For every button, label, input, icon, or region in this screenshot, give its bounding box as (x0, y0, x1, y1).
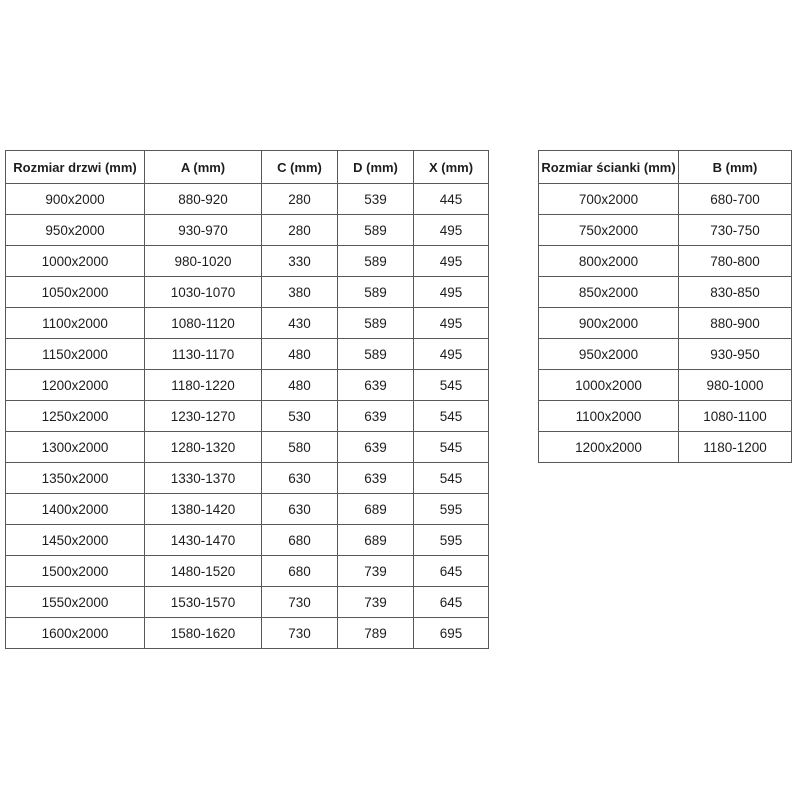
table-cell: 545 (414, 432, 489, 463)
column-header: X (mm) (414, 151, 489, 184)
table-cell: 495 (414, 246, 489, 277)
table-cell: 1430-1470 (145, 525, 262, 556)
table-cell: 739 (338, 556, 414, 587)
table-row (6, 370, 489, 401)
table-cell: 930-970 (145, 215, 262, 246)
table-cell: 1280-1320 (145, 432, 262, 463)
table-cell: 480 (262, 339, 338, 370)
table-cell: 980-1020 (145, 246, 262, 277)
table-row (539, 246, 792, 277)
table-cell: 1130-1170 (145, 339, 262, 370)
table-cell: 480 (262, 370, 338, 401)
table-cell: 1000x2000 (539, 370, 679, 401)
table-cell: 1050x2000 (6, 277, 145, 308)
table-row (6, 339, 489, 370)
table-cell: 880-920 (145, 184, 262, 215)
table-cell: 850x2000 (539, 277, 679, 308)
table-cell: 539 (338, 184, 414, 215)
table-row (6, 401, 489, 432)
table-cell: 595 (414, 494, 489, 525)
table-row (6, 432, 489, 463)
table-cell: 495 (414, 339, 489, 370)
table-cell: 680 (262, 525, 338, 556)
table-cell: 900x2000 (539, 308, 679, 339)
table-cell: 695 (414, 618, 489, 649)
table-cell: 1400x2000 (6, 494, 145, 525)
table-cell: 280 (262, 215, 338, 246)
table-cell: 1150x2000 (6, 339, 145, 370)
table-cell: 1530-1570 (145, 587, 262, 618)
table-cell: 495 (414, 215, 489, 246)
door-size-table (5, 150, 489, 649)
table-cell: 730 (262, 618, 338, 649)
table-cell: 639 (338, 463, 414, 494)
table-row (6, 587, 489, 618)
table-cell: 1580-1620 (145, 618, 262, 649)
table-cell: 1100x2000 (539, 401, 679, 432)
table-cell: 495 (414, 277, 489, 308)
table-cell: 1230-1270 (145, 401, 262, 432)
table-cell: 545 (414, 401, 489, 432)
table-cell: 730 (262, 587, 338, 618)
table-cell: 589 (338, 277, 414, 308)
table-cell: 780-800 (679, 246, 792, 277)
table-row (6, 308, 489, 339)
table-cell: 680 (262, 556, 338, 587)
table-cell: 445 (414, 184, 489, 215)
table-row (539, 184, 792, 215)
table-cell: 630 (262, 463, 338, 494)
table-cell: 1200x2000 (6, 370, 145, 401)
table-cell: 830-850 (679, 277, 792, 308)
table-cell: 1300x2000 (6, 432, 145, 463)
table-cell: 1600x2000 (6, 618, 145, 649)
table-row (6, 463, 489, 494)
wall-panel-size-table (538, 150, 792, 463)
table-row (539, 308, 792, 339)
table-cell: 589 (338, 308, 414, 339)
column-header: Rozmiar ścianki (mm) (539, 151, 679, 184)
table-row (6, 556, 489, 587)
table-cell: 430 (262, 308, 338, 339)
column-header: Rozmiar drzwi (mm) (6, 151, 145, 184)
table-cell: 900x2000 (6, 184, 145, 215)
table-cell: 739 (338, 587, 414, 618)
column-header: D (mm) (338, 151, 414, 184)
table-cell: 1030-1070 (145, 277, 262, 308)
table-cell: 1080-1100 (679, 401, 792, 432)
table-row (539, 339, 792, 370)
table-cell: 1550x2000 (6, 587, 145, 618)
table-cell: 589 (338, 339, 414, 370)
table-cell: 1500x2000 (6, 556, 145, 587)
table-cell: 689 (338, 525, 414, 556)
table-cell: 645 (414, 556, 489, 587)
column-header: C (mm) (262, 151, 338, 184)
table-cell: 630 (262, 494, 338, 525)
table-cell: 545 (414, 463, 489, 494)
table-row (6, 246, 489, 277)
table-cell: 380 (262, 277, 338, 308)
table-cell: 800x2000 (539, 246, 679, 277)
table-cell: 639 (338, 401, 414, 432)
table-cell: 639 (338, 370, 414, 401)
door-table-header-row (6, 151, 489, 184)
table-cell: 595 (414, 525, 489, 556)
table-cell: 545 (414, 370, 489, 401)
table-cell: 330 (262, 246, 338, 277)
table-cell: 1480-1520 (145, 556, 262, 587)
table-row (6, 525, 489, 556)
table-cell: 950x2000 (539, 339, 679, 370)
table-cell: 1350x2000 (6, 463, 145, 494)
table-cell: 495 (414, 308, 489, 339)
table-cell: 1380-1420 (145, 494, 262, 525)
wall-table-header-row (539, 151, 792, 184)
table-row (6, 184, 489, 215)
table-cell: 680-700 (679, 184, 792, 215)
table-cell: 689 (338, 494, 414, 525)
table-cell: 1180-1220 (145, 370, 262, 401)
table-cell: 1080-1120 (145, 308, 262, 339)
table-row (6, 494, 489, 525)
table-cell: 1000x2000 (6, 246, 145, 277)
table-row (539, 432, 792, 463)
table-cell: 980-1000 (679, 370, 792, 401)
table-cell: 280 (262, 184, 338, 215)
table-cell: 930-950 (679, 339, 792, 370)
column-header: A (mm) (145, 151, 262, 184)
table-cell: 750x2000 (539, 215, 679, 246)
table-cell: 700x2000 (539, 184, 679, 215)
table-cell: 950x2000 (6, 215, 145, 246)
table-cell: 789 (338, 618, 414, 649)
table-row (539, 277, 792, 308)
table-row (539, 370, 792, 401)
table-cell: 730-750 (679, 215, 792, 246)
column-header: B (mm) (679, 151, 792, 184)
table-cell: 1330-1370 (145, 463, 262, 494)
table-cell: 639 (338, 432, 414, 463)
table-cell: 589 (338, 246, 414, 277)
table-row (6, 618, 489, 649)
table-cell: 1250x2000 (6, 401, 145, 432)
table-cell: 530 (262, 401, 338, 432)
table-cell: 1200x2000 (539, 432, 679, 463)
table-cell: 880-900 (679, 308, 792, 339)
table-row (6, 277, 489, 308)
table-cell: 1100x2000 (6, 308, 145, 339)
table-cell: 1180-1200 (679, 432, 792, 463)
table-cell: 589 (338, 215, 414, 246)
table-row (539, 215, 792, 246)
table-cell: 580 (262, 432, 338, 463)
table-row (6, 215, 489, 246)
table-cell: 645 (414, 587, 489, 618)
table-cell: 1450x2000 (6, 525, 145, 556)
table-row (539, 401, 792, 432)
